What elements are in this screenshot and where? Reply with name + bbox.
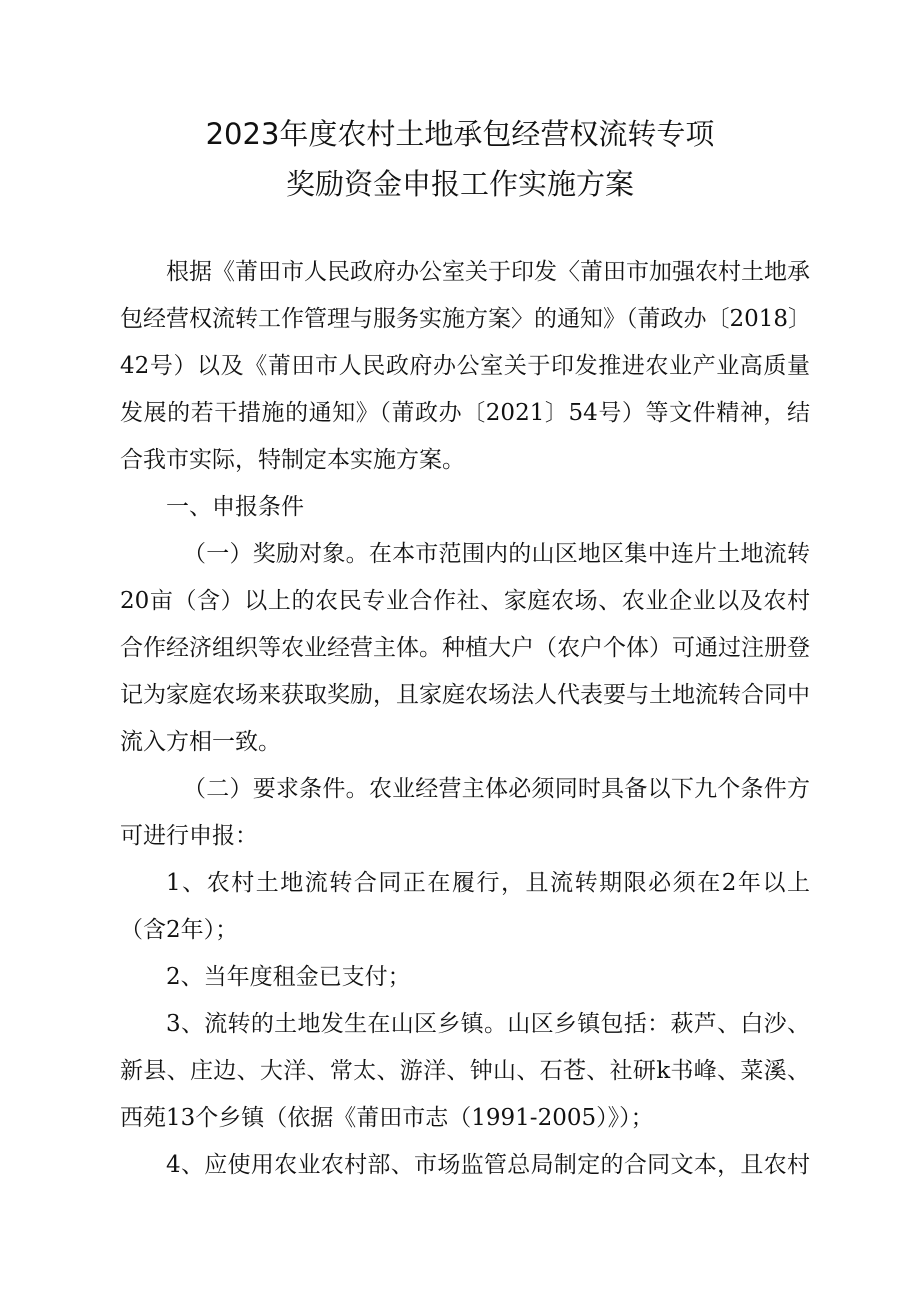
requirement-item-1-line-1: 1、农村土地流转合同正在履行，且流转期限必须在2年以上 bbox=[166, 870, 810, 896]
paragraph-requirements-line-1: （二）要求条件。农业经营主体必须同时具备以下九个条件方 bbox=[183, 776, 810, 802]
document-title-line-1: 2023年度农村土地承包经营权流转专项 bbox=[205, 117, 715, 151]
paragraph-award-target-line-2: 20亩（含）以上的农民专业合作社、家庭农场、农业企业以及农村 bbox=[120, 588, 810, 614]
paragraph-intro-line-2: 包经营权流转工作管理与服务实施方案〉的通知》（莆政办〔2018〕 bbox=[120, 306, 812, 332]
paragraph-intro-line-3: 42号）以及《莆田市人民政府办公室关于印发推进农业产业高质量 bbox=[120, 353, 810, 379]
paragraph-intro-line-5: 合我市实际，特制定本实施方案。 bbox=[120, 447, 465, 473]
paragraph-award-target-line-4: 记为家庭农场来获取奖励，且家庭农场法人代表要与土地流转合同中 bbox=[120, 682, 810, 708]
document-title-line-2: 奖励资金申报工作实施方案 bbox=[285, 167, 634, 201]
requirement-item-3-line-3: 西苑13个乡镇（依据《莆田市志（1991-2005）》）； bbox=[120, 1105, 654, 1131]
paragraph-award-target-line-5: 流入方相一致。 bbox=[120, 729, 281, 755]
paragraph-award-target-line-1: （一）奖励对象。在本市范围内的山区地区集中连片土地流转 bbox=[183, 541, 810, 567]
requirement-item-1-line-2: （含2年）； bbox=[120, 917, 239, 943]
requirement-item-4-line-1: 4、应使用农业农村部、市场监管总局制定的合同文本，且农村 bbox=[166, 1152, 810, 1178]
paragraph-intro-line-1: 根据《莆田市人民政府办公室关于印发〈莆田市加强农村土地承 bbox=[166, 259, 810, 285]
section-heading-1: 一、申报条件 bbox=[166, 494, 304, 520]
paragraph-intro-line-4: 发展的若干措施的通知》（莆政办〔2021〕54号）等文件精神，结 bbox=[120, 400, 810, 426]
paragraph-award-target-line-3: 合作经济组织等农业经营主体。种植大户（农户个体）可通过注册登 bbox=[120, 635, 810, 661]
requirement-item-2: 2、当年度租金已支付； bbox=[166, 964, 411, 990]
paragraph-requirements-line-2: 可进行申报： bbox=[120, 823, 258, 849]
requirement-item-3-line-2: 新县、庄边、大洋、常太、游洋、钟山、石苍、社研k书峰、菜溪、 bbox=[120, 1058, 810, 1084]
requirement-item-3-line-1: 3、流转的土地发生在山区乡镇。山区乡镇包括：萩芦、白沙、 bbox=[166, 1011, 810, 1037]
